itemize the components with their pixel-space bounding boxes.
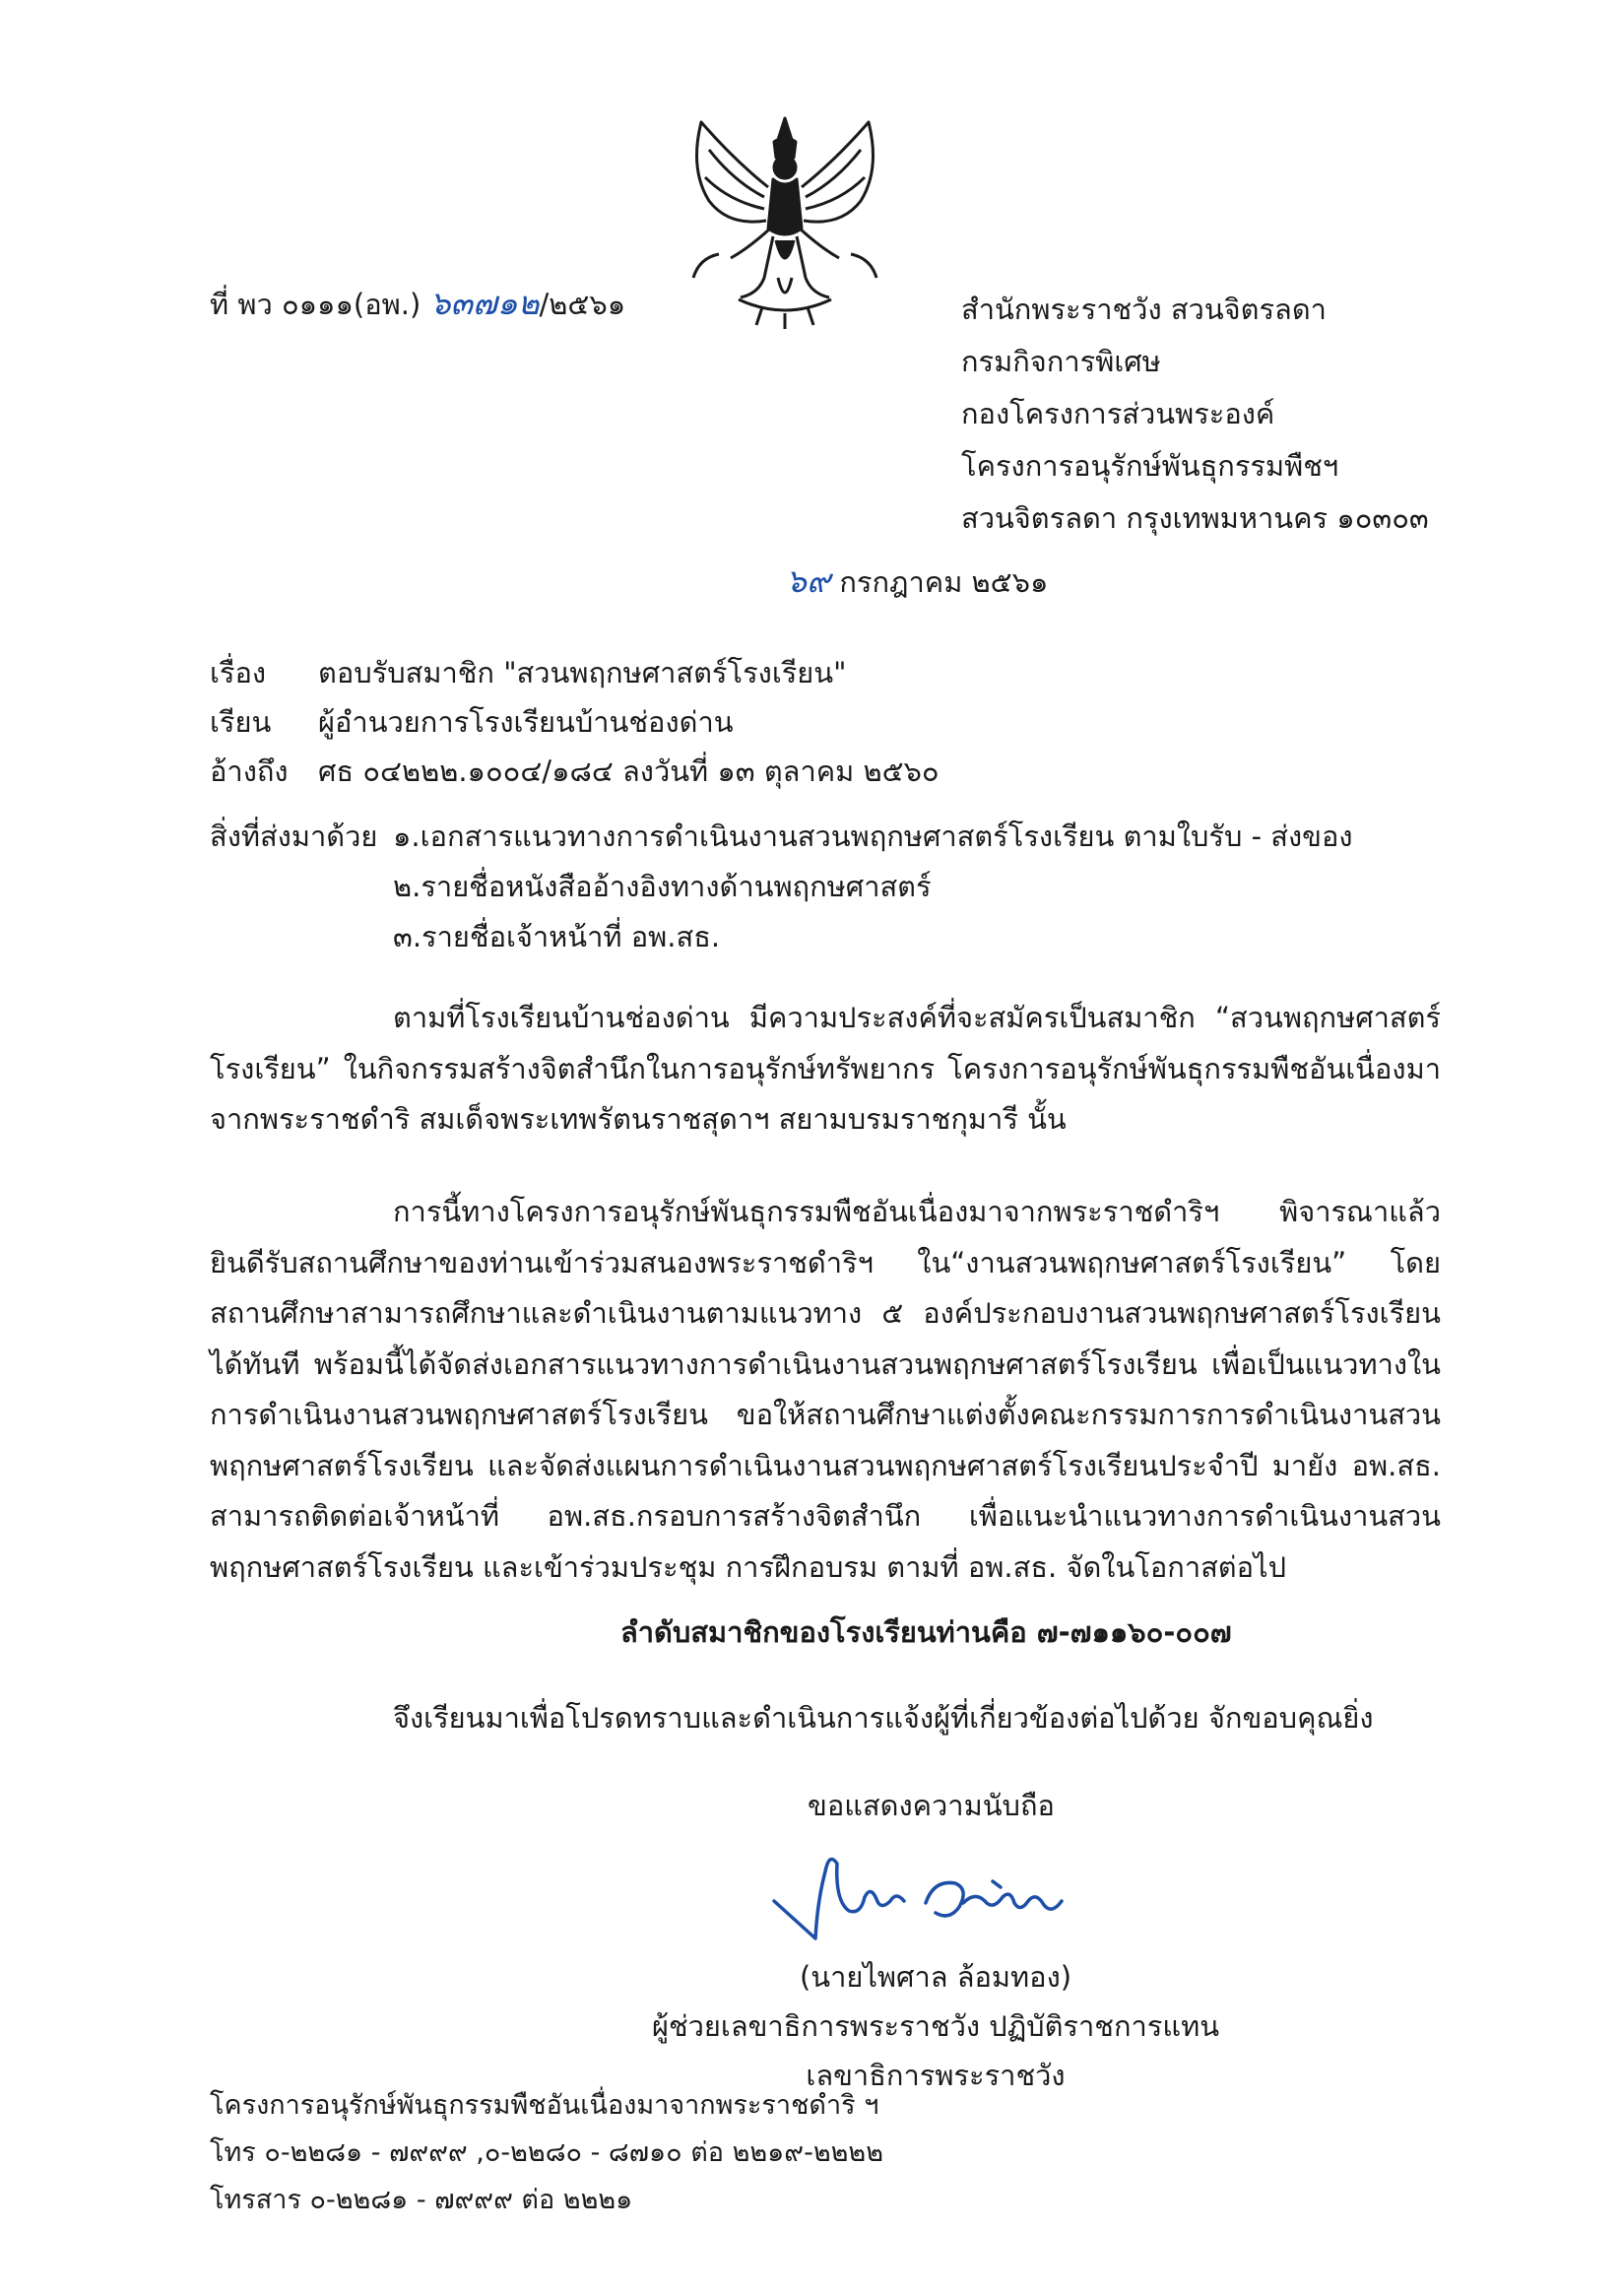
enclosure-item bbox=[210, 870, 1353, 920]
handwritten-day: ๖๙ bbox=[786, 561, 831, 600]
reference-row bbox=[210, 754, 940, 804]
regards: ขอแสดงความนับถือ bbox=[808, 1789, 1055, 1822]
reference-text: ศธ ๐๔๒๒๒.๑๐๐๔/๑๘๔ ลงวันที่ ๑๓ ตุลาคม ๒๕๖๐ bbox=[318, 754, 940, 788]
subject-row bbox=[210, 656, 940, 705]
enclosure-text: ๒.รายชื่อหนังสืออ้างอิงทางด้านพฤกษศาสตร์ bbox=[393, 870, 932, 903]
footer-contact bbox=[210, 2082, 883, 2224]
handwritten-signature-icon bbox=[766, 1842, 1081, 1950]
address-line: กองโครงการส่วนพระองค์ bbox=[961, 397, 1275, 430]
enclosure-text: ๑.เอกสารแนวทางการดำเนินงานสวนพฤกษศาสตร์โรงเรียน ตามใบรับ - ส่งของ bbox=[393, 820, 1353, 853]
signer-position: ผู้ช่วยเลขาธิการพระราชวัง ปฏิบัติราชการแทน bbox=[651, 2009, 1220, 2043]
sender-address bbox=[961, 284, 1429, 545]
enclosure-item bbox=[210, 920, 1353, 970]
reference-suffix: /๒๕๖๑ bbox=[539, 288, 626, 321]
signer-position-2: เลขาธิการพระราชวัง bbox=[806, 2059, 1066, 2092]
handwritten-reference-number: ๖๓๗๑๒ bbox=[429, 284, 540, 322]
footer-phone: โทร ๐-๒๒๘๑ - ๗๙๙๙ ,๐-๒๒๘๐ - ๘๗๑๐ ต่อ ๒๒๑๙-๒๒๒๒ bbox=[210, 2137, 884, 2168]
body-paragraph-1 bbox=[210, 993, 1441, 1146]
recipient-row bbox=[210, 705, 940, 754]
garuda-emblem-icon bbox=[680, 110, 891, 332]
enclosure-item bbox=[210, 820, 1353, 870]
paragraph-text: ตามที่โรงเรียนบ้านช่องด่าน มีความประสงค์ที่จะสมัครเป็นสมาชิก “สวนพฤกษศาสตร์โรงเรียน” ในกิจกรรมสร้างจิตสำนึกในการอนุรักษ์ทรัพยากร โครงการอนุรักษ์พันธุกรรมพืชอันเนื่องมาจากพระราชดำริ สมเด็จพระเทพรัตนราชสุดาฯ สยามบรมราชกุมารี นั้น bbox=[210, 1001, 1441, 1136]
recipient-label: เรียน bbox=[210, 705, 272, 739]
letter-date bbox=[786, 561, 1048, 601]
subject-label: เรื่อง bbox=[210, 656, 267, 689]
reference-prefix: ที่ พว ๐๑๑๑(อพ.) bbox=[210, 288, 421, 321]
footer-fax: โทรสาร ๐-๒๒๘๑ - ๗๙๙๙ ต่อ ๒๒๒๑ bbox=[210, 2185, 633, 2215]
body-paragraph-2 bbox=[210, 1187, 1441, 1593]
paragraph-text: การนี้ทางโครงการอนุรักษ์พันธุกรรมพืชอันเนื่องมาจากพระราชดำริฯ พิจารณาแล้ว ยินดีรับสถานศึกษาของท่านเข้าร่วมสนองพระราชดำริฯ ใน“งานสวนพฤกษศาสตร์โรงเรียน” โดยสถานศึกษาสามารถศึกษาและดำเนินงานตามแนวทาง ๕ องค์ประกอบงานสวนพฤกษศาสตร์โรงเรียนได้ทันที พร้อมนี้ได้จัดส่งเอกสารแนวทางการดำเนินงานสวนพฤกษศาสตร์โรงเรียน เพื่อเป็นแนวทางในการดำเนินงานสวนพฤกษศาสตร์โรงเรียน ขอให้สถานศึกษาแต่งตั้งคณะกรรมการการดำเนินงานสวนพฤกษศาสตร์โรงเรียน และจัดส่งแผนการดำเนินงานสวนพฤกษศาสตร์โรงเรียนประจำปี มายัง อพ.สธ. สามารถติดต่อเจ้าหน้าที่ อพ.สธ.กรอบการสร้างจิตสำนึก เพื่อแนะนำแนวทางการดำเนินงานสวนพฤกษศาสตร์โรงเรียน และเข้าร่วมประชุม การฝึกอบรม ตามที่ อพ.สธ. จัดในโอกาสต่อไป bbox=[210, 1195, 1441, 1584]
closing-sentence: จึงเรียนมาเพื่อโปรดทราบและดำเนินการแจ้งผู้ที่เกี่ยวข้องต่อไปด้วย จักขอบคุณยิ่ง bbox=[393, 1701, 1374, 1735]
enclosure-text: ๓.รายชื่อเจ้าหน้าที่ อพ.สธ. bbox=[393, 920, 721, 953]
date-month-year: กรกฎาคม ๒๕๖๑ bbox=[839, 565, 1049, 599]
address-line: กรมกิจการพิเศษ bbox=[961, 345, 1161, 378]
reference-label: อ้างถึง bbox=[210, 754, 289, 788]
reference-number bbox=[210, 284, 625, 323]
letter-header bbox=[210, 656, 940, 804]
signer-name: (นายไพศาล ล้อมทอง) bbox=[799, 1960, 1072, 1994]
enclosures bbox=[210, 820, 1353, 970]
address-line: สวนจิตรลดา กรุงเทพมหานคร ๑๐๓๐๓ bbox=[961, 501, 1429, 535]
enclosures-label: สิ่งที่ส่งมาด้วย bbox=[210, 820, 378, 853]
member-number: ลำดับสมาชิกของโรงเรียนท่านคือ ๗-๗๑๑๖๐-๐๐๗ bbox=[620, 1615, 1232, 1649]
subject-text: ตอบรับสมาชิก "สวนพฤกษศาสตร์โรงเรียน" bbox=[318, 656, 847, 689]
recipient-text: ผู้อำนวยการโรงเรียนบ้านช่องด่าน bbox=[318, 705, 734, 739]
address-line: สำนักพระราชวัง สวนจิตรลดา bbox=[961, 293, 1327, 326]
address-line: โครงการอนุรักษ์พันธุกรรมพืชฯ bbox=[961, 449, 1339, 483]
footer-org: โครงการอนุรักษ์พันธุกรรมพืชอันเนื่องมาจากพระราชดำริ ฯ bbox=[210, 2090, 879, 2121]
